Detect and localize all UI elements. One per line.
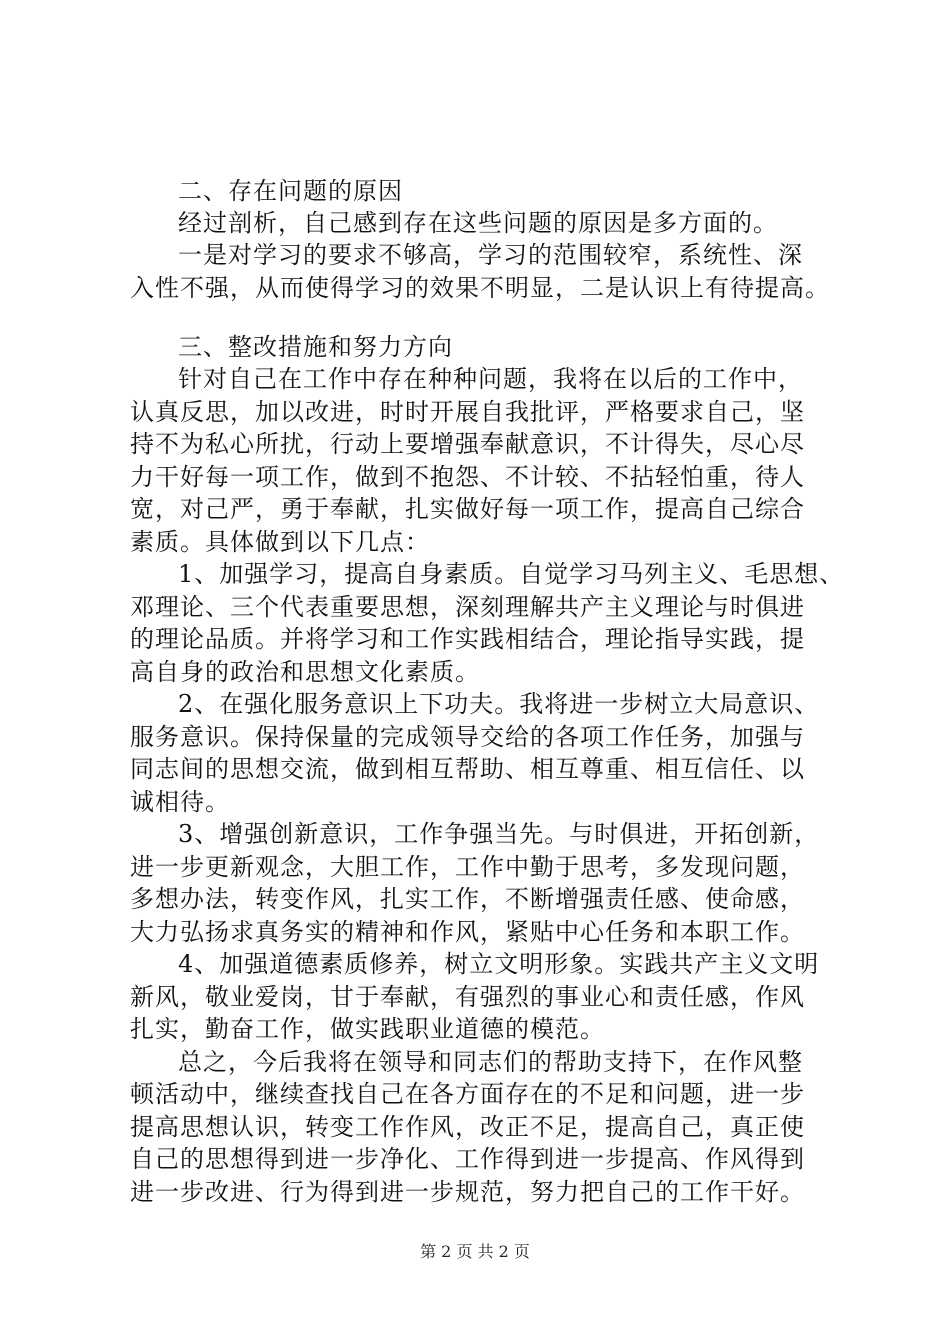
- paragraph-line: 一是对学习的要求不够高，学习的范围较窄，系统性、深: [178, 241, 803, 269]
- paragraph-line: 的理论品质。并将学习和工作实践相结合，理论指导实践，提: [130, 625, 805, 653]
- paragraph-line: 自己的思想得到进一步净化、工作得到进一步提高、作风得到: [130, 1145, 805, 1173]
- paragraph-line: 素质。具体做到以下几点：: [130, 528, 430, 556]
- section-heading-causes: 二、存在问题的原因: [178, 177, 403, 205]
- paragraph-line: 针对自己在工作中存在种种问题，我将在以后的工作中，: [178, 365, 803, 393]
- paragraph-line: 诚相待。: [130, 788, 230, 816]
- list-item-4: 4、加强道德素质修养，树立文明形象。实践共产主义文明: [178, 950, 820, 978]
- list-item-3: 3、增强创新意识，工作争强当先。与时俱进，开拓创新，: [178, 820, 820, 848]
- list-item-1: 1、加强学习，提高自身素质。自觉学习马列主义、毛思想、: [178, 560, 845, 588]
- paragraph-line: 顿活动中，继续查找自己在各方面存在的不足和问题，进一步: [130, 1080, 805, 1108]
- paragraph-line: 入性不强，从而使得学习的效果不明显，二是认识上有待提高。: [130, 274, 830, 302]
- paragraph-line: 高自身的政治和思想文化素质。: [130, 658, 480, 686]
- paragraph-line: 多想办法，转变作风，扎实工作，不断增强责任感、使命感，: [130, 885, 805, 913]
- paragraph-line: 认真反思，加以改进，时时开展自我批评，严格要求自己，坚: [130, 398, 805, 426]
- paragraph-line: 邓理论、三个代表重要思想，深刻理解共产主义理论与时俱进: [130, 593, 805, 621]
- paragraph-line: 提高思想认识，转变工作作风，改正不足，提高自己，真正使: [130, 1113, 805, 1141]
- section-heading-measures: 三、整改措施和努力方向: [178, 333, 453, 361]
- paragraph-line: 新风，敬业爱岗，甘于奉献，有强烈的事业心和责任感，作风: [130, 983, 805, 1011]
- paragraph-line: 进一步改进、行为得到进一步规范，努力把自己的工作干好。: [130, 1178, 805, 1206]
- paragraph-line: 宽，对己严，勇于奉献，扎实做好每一项工作，提高自己综合: [130, 495, 805, 523]
- conclusion-paragraph: 总之，今后我将在领导和同志们的帮助支持下，在作风整: [178, 1048, 803, 1076]
- paragraph-line: 服务意识。保持保量的完成领导交给的各项工作任务，加强与: [130, 723, 805, 751]
- paragraph-line: 进一步更新观念，大胆工作，工作中勤于思考，多发现问题，: [130, 853, 805, 881]
- paragraph-line: 持不为私心所扰，行动上要增强奉献意识，不计得失，尽心尽: [130, 430, 805, 458]
- paragraph-line: 同志间的思想交流，做到相互帮助、相互尊重、相互信任、以: [130, 755, 805, 783]
- paragraph-line: 力干好每一项工作，做到不抱怨、不计较、不拈轻怕重，待人: [130, 463, 805, 491]
- page-number-footer: 第 2 页 共 2 页: [420, 1242, 530, 1261]
- paragraph-line: 经过剖析，自己感到存在这些问题的原因是多方面的。: [178, 209, 778, 237]
- paragraph-line: 大力弘扬求真务实的精神和作风，紧贴中心任务和本职工作。: [130, 918, 805, 946]
- paragraph-line: 扎实，勤奋工作，做实践职业道德的模范。: [130, 1015, 605, 1043]
- list-item-2: 2、在强化服务意识上下功夫。我将进一步树立大局意识、: [178, 690, 820, 718]
